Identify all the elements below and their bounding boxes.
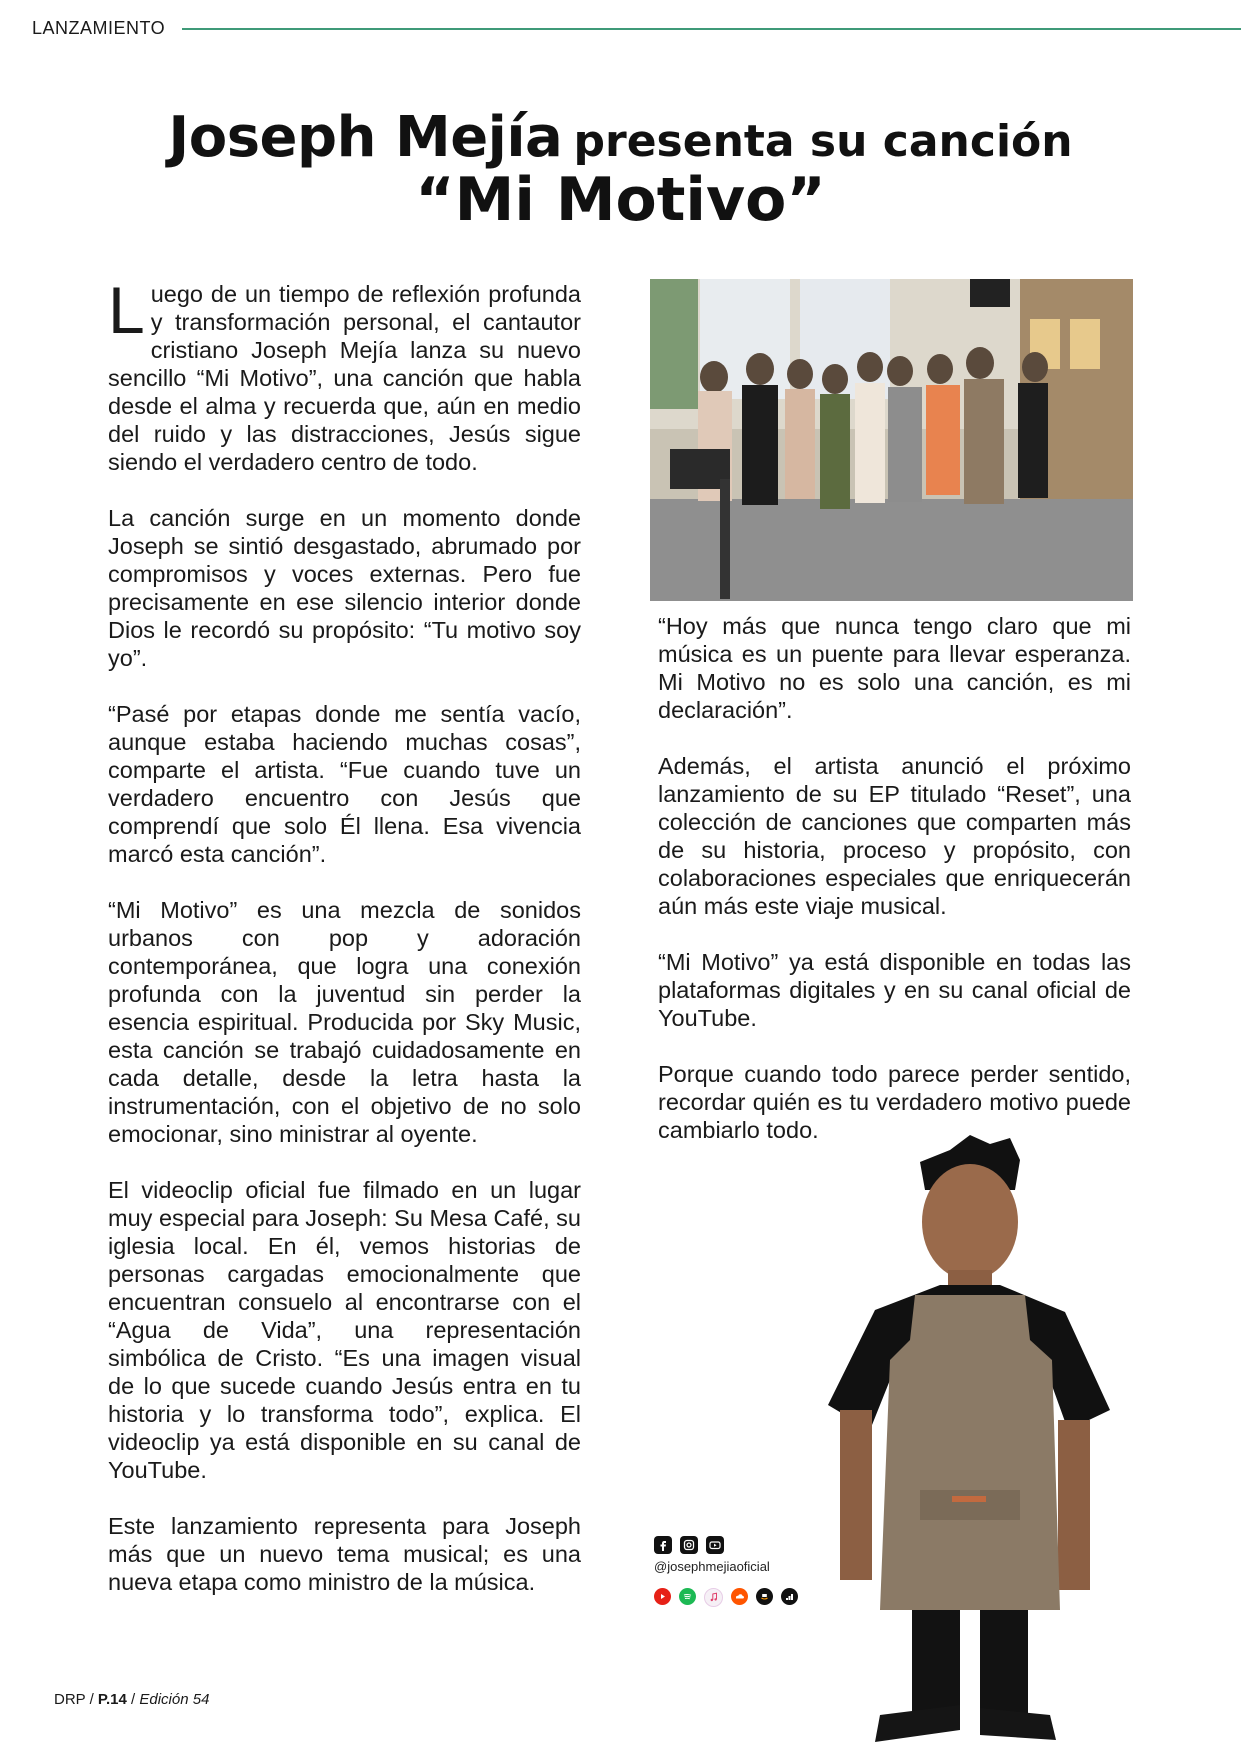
paragraph: Además, el artista anunció el próximo lanzamiento de su EP titulado “Reset”, una colección de canciones que comparten más de su historia, proceso y propósito, con colaboraciones especiales que enriquecerán aún más este viaje musical. — [658, 753, 1131, 919]
section-rule — [182, 28, 1241, 30]
article-headline — [0, 105, 1241, 236]
headline-rest: presenta su canción — [573, 116, 1073, 167]
paragraph: “Pasé por etapas donde me sentía vacío, aunque estaba haciendo muchas cosas”, comparte el artista. “Fue cuando tuve un verdadero encuentro con Jesús que comprendí que solo Él llena. Esa vivencia marcó esta canción”. — [108, 701, 581, 867]
social-links — [654, 1536, 724, 1554]
headline-name: Joseph Mejía — [168, 105, 563, 170]
headline-song: “Mi Motivo” — [415, 165, 826, 236]
facebook-icon[interactable] — [654, 1536, 672, 1554]
apple-music-icon[interactable] — [704, 1588, 723, 1607]
youtube-icon[interactable] — [706, 1536, 724, 1554]
paragraph: “Mi Motivo” ya está disponible en todas las plataformas digitales y en su canal oficial de YouTube. — [658, 949, 1131, 1031]
paragraph: La canción surge en un momento donde Joseph se sintió desgastado, abrumado por compromisos y voces externas. Pero fue precisamente en ese silencio interior donde Dios le recordó su propósito: “Tu motivo soy yo”. — [108, 505, 581, 671]
paragraph: “Hoy más que nunca tengo claro que mi música es un puente para llevar esperanza. Mi Motivo no es solo una canción, es mi declaración”. — [658, 613, 1131, 723]
amazon-music-icon[interactable] — [756, 1588, 773, 1605]
page-number: P.14 — [97, 1691, 127, 1708]
paragraph: Porque cuando todo parece perder sentido, recordar quién es tu verdadero motivo puede cambiarlo todo. — [658, 1061, 1131, 1143]
left-column — [108, 273, 581, 1624]
right-column — [658, 612, 1131, 1172]
edition-number: Edición 54 — [139, 1691, 210, 1708]
section-label: LANZAMIENTO — [32, 18, 166, 38]
paragraph: “Mi Motivo” es una mezcla de sonidos urbanos con pop y adoración contemporánea, que logra una conexión profunda con la juventud sin perder la esencia espiritual. Producida por Sky Music, esta canción se trabajó cuidadosamente en cada detalle, desde la letra hasta la instrumentación, con el objetivo de no solo emocionar, sino ministrar al oyente. — [108, 897, 581, 1147]
streaming-platforms — [654, 1588, 798, 1607]
instagram-icon[interactable] — [680, 1536, 698, 1554]
footer-publication: DRP / — [54, 1691, 98, 1708]
spotify-icon[interactable] — [679, 1588, 696, 1605]
group-photo — [650, 279, 1133, 601]
drop-cap: L — [108, 273, 145, 347]
page-footer — [54, 1691, 209, 1708]
paragraph-text: uego de un tiempo de reflexión profunda y transformación personal, el cantautor cristiano Joseph Mejía lanza su nuevo sencillo “Mi Motivo”, una canción que habla desde el alma y recuerda que, aún en medio del ruido y las distracciones, Jesús sigue siendo el verdadero centro de todo. — [108, 281, 581, 475]
paragraph: Este lanzamiento representa para Joseph más que un nuevo tema musical; es una nueva etapa como ministro de la música. — [108, 1513, 581, 1595]
social-handle[interactable]: @josephmejiaoficial — [654, 1559, 770, 1574]
artist-portrait — [820, 1130, 1120, 1754]
paragraph — [108, 273, 581, 476]
footer-separator: / — [126, 1691, 140, 1708]
deezer-icon[interactable] — [781, 1588, 798, 1605]
paragraph: El videoclip oficial fue filmado en un lugar muy especial para Joseph: Su Mesa Café, su iglesia local. En él, vemos historias de personas cargadas emocionalmente que encuentran consuelo al encontrarse con el “Agua de Vida”, una representación simbólica de Cristo. “Es una imagen visual de lo que sucede cuando Jesús entra en tu historia y lo transforma todo”, explica. El videoclip ya está disponible en su canal de YouTube. — [108, 1177, 581, 1483]
youtube-music-icon[interactable] — [654, 1588, 671, 1605]
soundcloud-icon[interactable] — [731, 1588, 748, 1605]
